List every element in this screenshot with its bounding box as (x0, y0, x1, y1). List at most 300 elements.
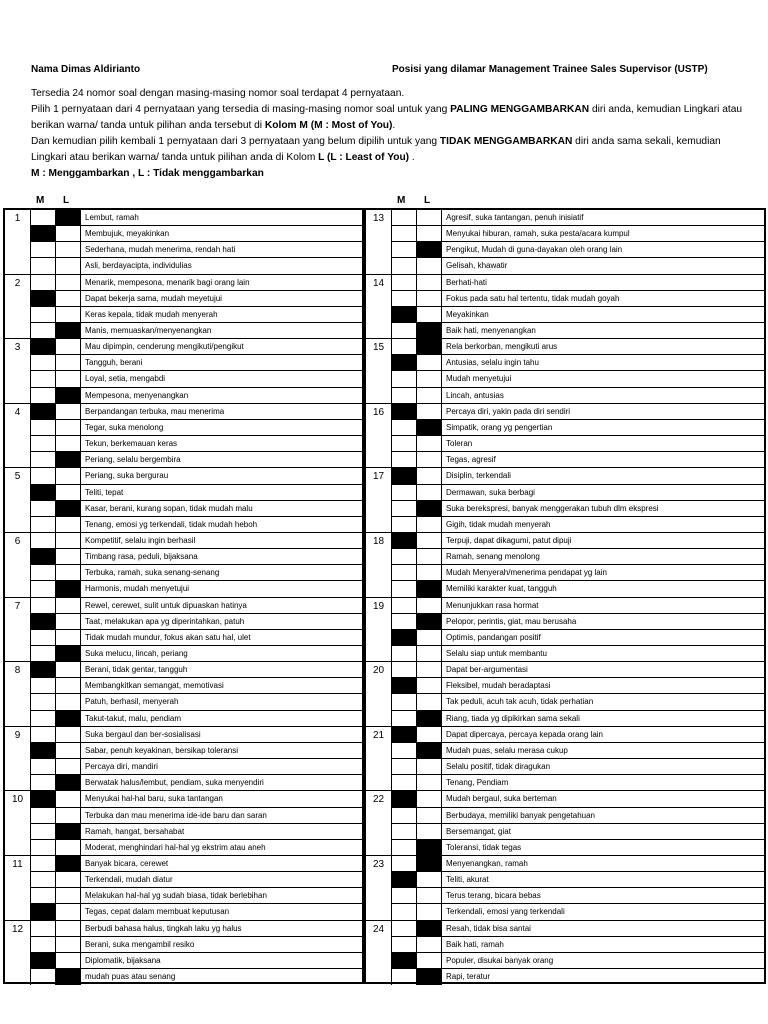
option-row (392, 694, 764, 710)
option-l-cell[interactable] (417, 452, 442, 468)
option-m-cell[interactable] (392, 420, 417, 436)
option-l-cell[interactable] (417, 937, 442, 953)
option-m-cell[interactable] (31, 517, 56, 533)
option-text: Gigih, tidak mudah menyerah (446, 519, 551, 529)
option-l-cell[interactable] (56, 808, 81, 824)
option-text: Rewel, cerewet, sulit untuk dipuaskan hatinya (85, 600, 247, 610)
column-m-header-left: M (36, 195, 45, 206)
option-l-cell[interactable] (417, 662, 442, 678)
option-m-cell[interactable] (31, 323, 56, 339)
option-row (31, 307, 362, 323)
instruction-line-4: Dan kemudian pilih kembali 1 pernyataan dari 3 pernyataan yang belum dipilih untuk yang TIDAK MENGGAMBARKAN diri anda sama sekali, kemudian (31, 135, 721, 147)
question-block (366, 339, 764, 404)
option-m-cell[interactable] (31, 888, 56, 904)
option-m-cell[interactable] (392, 937, 417, 953)
option-l-cell[interactable] (417, 258, 442, 274)
option-l-cell[interactable] (56, 711, 81, 727)
option-l-cell[interactable] (56, 904, 81, 920)
option-text: Moderat, menghindari hal-hal yg ekstrim atau aneh (85, 842, 266, 852)
option-l-cell[interactable] (417, 646, 442, 662)
option-m-cell[interactable] (31, 468, 56, 484)
option-row (31, 856, 362, 872)
option-row (31, 226, 362, 242)
option-m-cell[interactable] (31, 921, 56, 937)
option-m-cell[interactable] (31, 226, 56, 242)
option-l-cell[interactable] (417, 630, 442, 646)
question-grid-right (364, 208, 766, 984)
option-m-cell[interactable] (392, 549, 417, 565)
option-l-cell[interactable] (56, 275, 81, 291)
option-row (392, 549, 764, 565)
option-l-cell[interactable] (417, 565, 442, 581)
option-text: Berbudi bahasa halus, tingkah laku yg halus (85, 923, 242, 933)
option-l-cell[interactable] (56, 323, 81, 339)
option-l-cell[interactable] (56, 226, 81, 242)
option-m-cell[interactable] (31, 791, 56, 807)
option-l-cell[interactable] (56, 678, 81, 694)
option-text: Terkendali, mudah diatur (85, 875, 173, 885)
option-text: Mudah bergaul, suka berteman (446, 794, 557, 804)
option-m-cell[interactable] (31, 953, 56, 969)
option-text: Suka melucu, lincah, periang (85, 649, 188, 659)
option-l-cell[interactable] (56, 727, 81, 743)
option-row (31, 371, 362, 387)
option-text: mudah puas atau senang (85, 972, 176, 982)
option-m-cell[interactable] (31, 678, 56, 694)
option-m-cell[interactable] (392, 904, 417, 920)
option-l-cell[interactable] (56, 646, 81, 662)
option-m-cell[interactable] (392, 872, 417, 888)
option-text: Populer, disukai banyak orang (446, 955, 554, 965)
option-l-cell[interactable] (56, 468, 81, 484)
option-text: Loyal, setia, mengabdi (85, 374, 166, 384)
option-l-cell[interactable] (56, 549, 81, 565)
option-m-cell[interactable] (31, 856, 56, 872)
option-m-cell[interactable] (31, 937, 56, 953)
question-block (5, 921, 362, 986)
option-row (392, 388, 764, 404)
option-m-cell[interactable] (392, 258, 417, 274)
question-block (366, 533, 764, 598)
option-m-cell[interactable] (392, 485, 417, 501)
option-text: Tenang, emosi yg terkendali, tidak mudah heboh (85, 519, 258, 529)
option-m-cell[interactable] (392, 662, 417, 678)
option-m-cell[interactable] (31, 420, 56, 436)
option-row (31, 824, 362, 840)
option-m-cell[interactable] (392, 388, 417, 404)
option-m-cell[interactable] (31, 614, 56, 630)
option-l-cell[interactable] (56, 614, 81, 630)
question-number: 20 (366, 662, 392, 726)
option-m-cell[interactable] (392, 242, 417, 258)
option-m-cell[interactable] (392, 452, 417, 468)
option-row (392, 775, 764, 791)
option-l-cell[interactable] (56, 598, 81, 614)
option-text: Melakukan hal-hal yg sudah biasa, tidak berlebihan (85, 891, 267, 901)
option-l-cell[interactable] (56, 242, 81, 258)
option-l-cell[interactable] (417, 727, 442, 743)
option-l-cell[interactable] (56, 533, 81, 549)
option-m-cell[interactable] (392, 824, 417, 840)
option-l-cell[interactable] (56, 436, 81, 452)
option-m-cell[interactable] (31, 210, 56, 226)
option-l-cell[interactable] (56, 210, 81, 226)
option-l-cell[interactable] (417, 888, 442, 904)
option-row (31, 468, 362, 484)
option-l-cell[interactable] (417, 323, 442, 339)
option-m-cell[interactable] (392, 226, 417, 242)
question-block (5, 210, 362, 275)
option-row (392, 598, 764, 614)
option-l-cell[interactable] (56, 388, 81, 404)
option-m-cell[interactable] (31, 307, 56, 323)
option-m-cell[interactable] (392, 210, 417, 226)
option-m-cell[interactable] (31, 485, 56, 501)
option-l-cell[interactable] (56, 501, 81, 517)
option-l-cell[interactable] (417, 743, 442, 759)
option-l-cell[interactable] (417, 614, 442, 630)
option-l-cell[interactable] (56, 888, 81, 904)
option-l-cell[interactable] (417, 824, 442, 840)
option-m-cell[interactable] (392, 355, 417, 371)
option-m-cell[interactable] (31, 840, 56, 856)
option-m-cell[interactable] (392, 291, 417, 307)
option-l-cell[interactable] (56, 307, 81, 323)
option-m-cell[interactable] (31, 339, 56, 355)
option-m-cell[interactable] (31, 549, 56, 565)
option-l-cell[interactable] (56, 485, 81, 501)
option-text: Berani, suka mengambil resiko (85, 939, 195, 949)
option-row (392, 711, 764, 727)
option-text: Bersemangat, giat (446, 826, 511, 836)
option-l-cell[interactable] (417, 694, 442, 710)
option-l-cell[interactable] (56, 840, 81, 856)
option-m-cell[interactable] (392, 678, 417, 694)
option-l-cell[interactable] (417, 969, 442, 985)
option-row (392, 727, 764, 743)
question-block (366, 921, 764, 986)
option-l-cell[interactable] (56, 565, 81, 581)
option-m-cell[interactable] (392, 775, 417, 791)
option-l-cell[interactable] (56, 662, 81, 678)
option-text: Pelopor, perintis, giat, mau berusaha (446, 616, 577, 626)
option-text: Menyukai hal-hal baru, suka tantangan (85, 794, 223, 804)
option-row (31, 258, 362, 274)
option-m-cell[interactable] (392, 517, 417, 533)
option-m-cell[interactable] (392, 888, 417, 904)
option-l-cell[interactable] (56, 291, 81, 307)
option-text: Rapi, teratur (446, 972, 491, 982)
option-row (392, 226, 764, 242)
option-m-cell[interactable] (31, 904, 56, 920)
option-l-cell[interactable] (56, 355, 81, 371)
option-text: Patuh, berhasil, menyerah (85, 697, 179, 707)
option-l-cell[interactable] (56, 953, 81, 969)
option-text: Tangguh, berani (85, 358, 143, 368)
option-m-cell[interactable] (392, 646, 417, 662)
column-l-header-left: L (63, 195, 70, 206)
option-m-cell[interactable] (31, 775, 56, 791)
option-m-cell[interactable] (392, 501, 417, 517)
option-m-cell[interactable] (31, 646, 56, 662)
option-l-cell[interactable] (417, 226, 442, 242)
option-l-cell[interactable] (56, 420, 81, 436)
option-text: Terbuka, ramah, suka senang-senang (85, 568, 220, 578)
question-block (5, 404, 362, 469)
option-m-cell[interactable] (392, 404, 417, 420)
option-m-cell[interactable] (392, 275, 417, 291)
option-text: Menunjukkan rasa hormat (446, 600, 539, 610)
option-l-cell[interactable] (56, 258, 81, 274)
option-m-cell[interactable] (31, 436, 56, 452)
option-row (31, 888, 362, 904)
option-text: Tegar, suka menolong (85, 422, 164, 432)
question-block (366, 598, 764, 663)
option-m-cell[interactable] (31, 662, 56, 678)
option-l-cell[interactable] (56, 517, 81, 533)
option-m-cell[interactable] (31, 581, 56, 597)
option-m-cell[interactable] (31, 711, 56, 727)
option-row (392, 420, 764, 436)
option-l-cell[interactable] (417, 485, 442, 501)
question-number: 13 (366, 210, 392, 274)
option-row (392, 468, 764, 484)
option-text: Berpandangan terbuka, mau menerima (85, 406, 225, 416)
option-row (31, 242, 362, 258)
option-text: Tegas, cepat dalam membuat keputusan (85, 907, 230, 917)
option-m-cell[interactable] (392, 565, 417, 581)
option-m-cell[interactable] (31, 872, 56, 888)
option-l-cell[interactable] (417, 371, 442, 387)
question-block (5, 856, 362, 921)
option-text: Dapat dipercaya, percaya kepada orang lain (446, 729, 603, 739)
option-l-cell[interactable] (417, 210, 442, 226)
option-row (392, 856, 764, 872)
option-m-cell[interactable] (31, 743, 56, 759)
option-l-cell[interactable] (417, 872, 442, 888)
option-text: Fokus pada satu hal tertentu, tidak mudah goyah (446, 293, 620, 303)
option-row (31, 533, 362, 549)
option-row (392, 888, 764, 904)
option-row (31, 711, 362, 727)
option-m-cell[interactable] (392, 840, 417, 856)
option-l-cell[interactable] (417, 339, 442, 355)
option-text: Tekun, berkemauan keras (85, 439, 178, 449)
option-m-cell[interactable] (392, 921, 417, 937)
option-l-cell[interactable] (417, 711, 442, 727)
option-text: Dapat ber-argumentasi (446, 665, 528, 675)
option-row (31, 388, 362, 404)
option-m-cell[interactable] (31, 808, 56, 824)
question-block (366, 727, 764, 792)
option-m-cell[interactable] (392, 581, 417, 597)
option-l-cell[interactable] (56, 404, 81, 420)
option-m-cell[interactable] (31, 630, 56, 646)
option-m-cell[interactable] (31, 598, 56, 614)
option-m-cell[interactable] (392, 856, 417, 872)
option-text: Disiplin, terkendali (446, 471, 511, 481)
option-l-cell[interactable] (417, 533, 442, 549)
option-text: Kasar, berani, kurang sopan, tidak mudah malu (85, 503, 253, 513)
option-m-cell[interactable] (392, 307, 417, 323)
question-number: 21 (366, 727, 392, 791)
option-m-cell[interactable] (31, 452, 56, 468)
option-l-cell[interactable] (417, 420, 442, 436)
option-m-cell[interactable] (392, 598, 417, 614)
option-m-cell[interactable] (31, 501, 56, 517)
option-m-cell[interactable] (392, 743, 417, 759)
option-m-cell[interactable] (31, 969, 56, 985)
option-m-cell[interactable] (31, 275, 56, 291)
option-l-cell[interactable] (417, 775, 442, 791)
option-l-cell[interactable] (417, 307, 442, 323)
option-m-cell[interactable] (392, 339, 417, 355)
option-m-cell[interactable] (31, 242, 56, 258)
option-m-cell[interactable] (392, 711, 417, 727)
option-l-cell[interactable] (417, 840, 442, 856)
option-m-cell[interactable] (392, 727, 417, 743)
option-row (392, 275, 764, 291)
option-m-cell[interactable] (31, 258, 56, 274)
option-l-cell[interactable] (417, 856, 442, 872)
option-m-cell[interactable] (392, 694, 417, 710)
option-l-cell[interactable] (417, 759, 442, 775)
option-row (392, 436, 764, 452)
option-l-cell[interactable] (417, 549, 442, 565)
option-row (31, 436, 362, 452)
option-m-cell[interactable] (392, 436, 417, 452)
option-m-cell[interactable] (392, 791, 417, 807)
option-m-cell[interactable] (31, 355, 56, 371)
option-l-cell[interactable] (417, 388, 442, 404)
option-m-cell[interactable] (31, 404, 56, 420)
option-l-cell[interactable] (56, 937, 81, 953)
option-m-cell[interactable] (392, 808, 417, 824)
option-m-cell[interactable] (392, 953, 417, 969)
option-l-cell[interactable] (417, 275, 442, 291)
option-row (392, 517, 764, 533)
option-l-cell[interactable] (56, 872, 81, 888)
option-row (31, 759, 362, 775)
option-text: Ramah, senang menolong (446, 552, 540, 562)
option-l-cell[interactable] (417, 517, 442, 533)
option-l-cell[interactable] (417, 501, 442, 517)
option-l-cell[interactable] (56, 791, 81, 807)
option-row (31, 420, 362, 436)
option-l-cell[interactable] (417, 678, 442, 694)
option-m-cell[interactable] (392, 371, 417, 387)
option-m-cell[interactable] (31, 565, 56, 581)
question-number: 24 (366, 921, 392, 986)
option-row (392, 791, 764, 807)
option-row (31, 921, 362, 937)
question-block (5, 533, 362, 598)
option-row (392, 533, 764, 549)
option-text: Baik hati, ramah (446, 939, 504, 949)
applicant-name: Nama Dimas Aldirianto (31, 64, 141, 75)
option-m-cell[interactable] (392, 759, 417, 775)
option-text: Teliti, tepat (85, 487, 124, 497)
option-l-cell[interactable] (417, 468, 442, 484)
option-m-cell[interactable] (31, 824, 56, 840)
question-block (5, 598, 362, 663)
option-l-cell[interactable] (56, 759, 81, 775)
option-l-cell[interactable] (417, 791, 442, 807)
option-l-cell[interactable] (56, 339, 81, 355)
option-l-cell[interactable] (417, 242, 442, 258)
option-l-cell[interactable] (56, 452, 81, 468)
question-number: 9 (5, 727, 31, 791)
option-l-cell[interactable] (56, 775, 81, 791)
option-m-cell[interactable] (31, 533, 56, 549)
option-m-cell[interactable] (31, 371, 56, 387)
option-m-cell[interactable] (31, 291, 56, 307)
option-l-cell[interactable] (56, 743, 81, 759)
option-m-cell[interactable] (392, 468, 417, 484)
option-m-cell[interactable] (392, 630, 417, 646)
option-l-cell[interactable] (417, 953, 442, 969)
option-l-cell[interactable] (417, 436, 442, 452)
option-row (392, 646, 764, 662)
option-l-cell[interactable] (417, 581, 442, 597)
option-l-cell[interactable] (417, 921, 442, 937)
option-row (392, 678, 764, 694)
option-row (392, 630, 764, 646)
option-row (392, 662, 764, 678)
option-row (31, 565, 362, 581)
option-text: Gelisah, khawatir (446, 261, 508, 271)
option-row (31, 614, 362, 630)
question-block (5, 727, 362, 792)
option-row (31, 549, 362, 565)
option-m-cell[interactable] (31, 388, 56, 404)
option-l-cell[interactable] (56, 969, 81, 985)
option-l-cell[interactable] (417, 904, 442, 920)
option-l-cell[interactable] (56, 581, 81, 597)
option-m-cell[interactable] (31, 727, 56, 743)
option-m-cell[interactable] (392, 323, 417, 339)
option-l-cell[interactable] (56, 371, 81, 387)
option-m-cell[interactable] (392, 969, 417, 985)
option-row (392, 581, 764, 597)
option-m-cell[interactable] (392, 614, 417, 630)
column-m-header-right: M (397, 195, 406, 206)
option-l-cell[interactable] (417, 355, 442, 371)
option-l-cell[interactable] (417, 291, 442, 307)
option-l-cell[interactable] (417, 404, 442, 420)
option-l-cell[interactable] (56, 921, 81, 937)
option-l-cell[interactable] (56, 824, 81, 840)
option-l-cell[interactable] (56, 856, 81, 872)
option-l-cell[interactable] (417, 808, 442, 824)
option-l-cell[interactable] (56, 630, 81, 646)
option-row (31, 598, 362, 614)
option-text: Takut-takut, malu, pendiam (85, 713, 182, 723)
option-text: Selalu positif, tidak diragukan (446, 762, 551, 772)
option-m-cell[interactable] (392, 533, 417, 549)
option-row (31, 678, 362, 694)
option-row (392, 485, 764, 501)
option-l-cell[interactable] (56, 694, 81, 710)
option-text: Agresif, suka tantangan, penuh inisiatif (446, 213, 584, 222)
question-number: 23 (366, 856, 392, 920)
question-block (366, 275, 764, 340)
option-m-cell[interactable] (31, 759, 56, 775)
option-l-cell[interactable] (417, 598, 442, 614)
option-row (392, 242, 764, 258)
option-text: Fleksibel, mudah beradaptasi (446, 681, 551, 691)
option-m-cell[interactable] (31, 694, 56, 710)
